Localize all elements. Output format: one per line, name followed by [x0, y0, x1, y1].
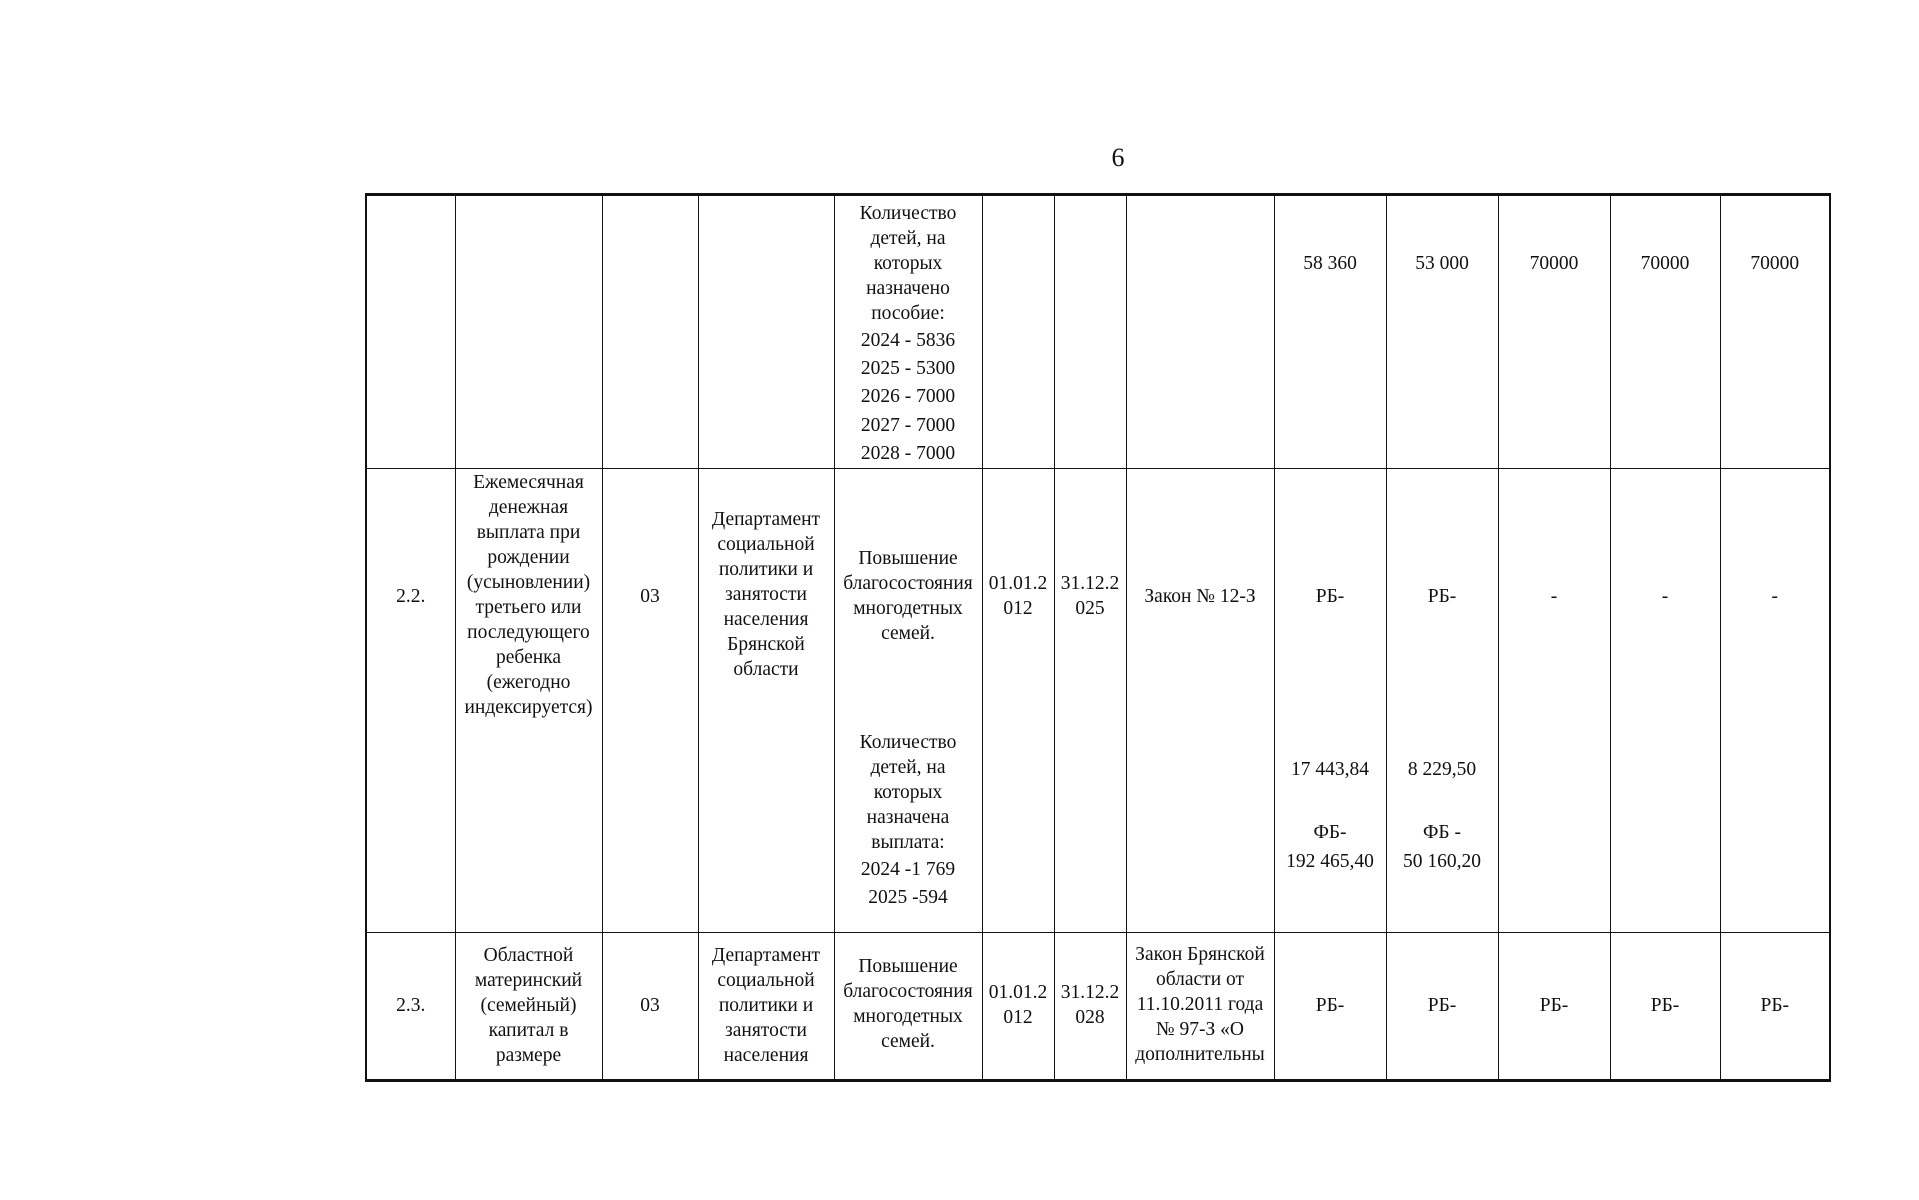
indicator-line: детей, на — [870, 756, 946, 778]
indicator-line: которых — [873, 781, 943, 803]
cell-num: 2.3. — [366, 933, 455, 1081]
cell-executor — [698, 469, 834, 933]
cell-value: 53 000 — [1386, 195, 1498, 469]
cell-basis: Закон № 12-З — [1126, 469, 1274, 933]
name-line: капитал в — [488, 1019, 569, 1041]
date-line: 31.12.2 — [1060, 982, 1120, 1004]
cell-value: РБ- — [1610, 933, 1720, 1081]
executor-line: социальной — [717, 534, 815, 556]
basis-line: 11.10.2011 года — [1136, 994, 1264, 1015]
cell-value: - — [1498, 469, 1610, 933]
indicator-line: которых — [873, 252, 943, 274]
name-line: Областной — [483, 944, 574, 966]
name-line: ребенка — [496, 646, 561, 668]
indicator-line: благосостояния — [843, 573, 973, 595]
date-line: 012 — [1003, 598, 1033, 620]
name-line: выплата при — [476, 522, 581, 543]
basis-line: области от — [1155, 969, 1245, 991]
indicator-line: детей, на — [870, 227, 946, 249]
indicator-year: 2025 - 5300 — [860, 358, 956, 380]
cell-name — [455, 469, 602, 933]
cell-basis — [1126, 195, 1274, 469]
cell-end — [1054, 469, 1126, 933]
indicator-line: Количество — [859, 203, 957, 224]
name-line: (ежегодно — [486, 671, 571, 693]
executor-line: населения — [723, 1044, 809, 1066]
name-line: рождении — [487, 546, 570, 568]
cell-basis — [1126, 933, 1274, 1081]
value-line: 50 160,20 — [1403, 850, 1481, 872]
basis-line: Закон Брянской — [1135, 944, 1265, 966]
name-line: материнский — [474, 969, 583, 991]
executor-line: занятости — [725, 1019, 807, 1041]
indicator-line: многодетных — [853, 1006, 963, 1027]
cell-value — [1386, 469, 1498, 933]
value-line: РБ- — [1427, 586, 1457, 608]
name-line: третьего или — [475, 596, 582, 618]
cell-start — [982, 469, 1054, 933]
cell-value: 70000 — [1610, 195, 1720, 469]
basis-line: № 97-З «О — [1156, 1018, 1244, 1040]
executor-line: занятости — [725, 583, 807, 605]
name-line: последующего — [467, 621, 590, 643]
date-line: 025 — [1075, 598, 1105, 620]
name-line: размере — [495, 1044, 562, 1066]
executor-line: Брянской — [727, 633, 805, 655]
cell-value — [1274, 469, 1386, 933]
cell-indicator — [834, 195, 982, 469]
cell-value: РБ- — [1274, 933, 1386, 1081]
cell-code: 03 — [602, 469, 698, 933]
cell-code — [602, 195, 698, 469]
indicator-line: пособие: — [871, 302, 945, 324]
table-row — [366, 933, 1830, 1081]
name-line: (усыновлении) — [466, 571, 591, 593]
executor-line: Департамент — [711, 944, 821, 966]
date-line: 31.12.2 — [1060, 573, 1120, 595]
indicator-year: 2024 - 5836 — [860, 329, 956, 351]
cell-value: - — [1720, 469, 1830, 933]
cell-end — [1054, 933, 1126, 1081]
cell-value: - — [1610, 469, 1720, 933]
table-row — [366, 469, 1830, 933]
table-row — [366, 195, 1830, 469]
date-line: 028 — [1075, 1007, 1105, 1029]
cell-value: РБ- — [1498, 933, 1610, 1081]
date-line: 01.01.2 — [988, 982, 1048, 1004]
indicator-line: Количество — [859, 731, 957, 753]
indicator-line: семей. — [881, 622, 935, 644]
cell-value: 70000 — [1498, 195, 1610, 469]
executor-line: политики и — [718, 994, 814, 1016]
indicator-line: назначена — [866, 806, 950, 828]
value-line: ФБ- — [1313, 822, 1347, 843]
cell-indicator — [834, 933, 982, 1081]
executor-line: Департамент — [711, 509, 821, 531]
indicator-year: 2024 -1 769 — [860, 858, 956, 880]
cell-value: РБ- — [1386, 933, 1498, 1081]
cell-num — [366, 195, 455, 469]
cell-value: 70000 — [1720, 195, 1830, 469]
indicator-line: Повышение — [858, 956, 958, 978]
cell-name — [455, 195, 602, 469]
date-line: 01.01.2 — [988, 573, 1048, 595]
indicator-line: многодетных — [853, 598, 963, 619]
date-line: 012 — [1003, 1007, 1033, 1029]
indicator-year: 2026 - 7000 — [860, 386, 956, 408]
cell-executor — [698, 933, 834, 1081]
name-line: (семейный) — [480, 994, 577, 1016]
value-line: 17 443,84 — [1291, 759, 1369, 781]
cell-indicator — [834, 469, 982, 933]
value-line: ФБ - — [1423, 822, 1461, 843]
indicator-line: выплата: — [871, 831, 945, 853]
indicator-year: 2027 - 7000 — [860, 414, 956, 436]
cell-start — [982, 933, 1054, 1081]
cell-code: 03 — [602, 933, 698, 1081]
indicator-line: Повышение — [858, 548, 958, 570]
cell-name — [455, 933, 602, 1081]
indicator-line: семей. — [881, 1030, 935, 1052]
indicator-year: 2025 -594 — [868, 886, 948, 908]
basis-line: дополнительны — [1135, 1043, 1265, 1065]
program-table — [365, 193, 1831, 1082]
name-line: Ежемесячная — [473, 472, 584, 494]
name-line: денежная — [488, 497, 569, 519]
cell-num: 2.2. — [366, 469, 455, 933]
value-line: РБ- — [1315, 586, 1345, 608]
indicator-year: 2028 - 7000 — [860, 442, 956, 464]
executor-line: области — [733, 658, 799, 680]
value-line: 192 465,40 — [1286, 850, 1374, 872]
name-line: индексируется) — [464, 696, 593, 718]
value-line: 8 229,50 — [1407, 759, 1477, 781]
cell-end — [1054, 195, 1126, 469]
page-number: 6 — [1111, 143, 1125, 172]
cell-value: 58 360 — [1274, 195, 1386, 469]
cell-executor — [698, 195, 834, 469]
indicator-line: назначено — [866, 277, 950, 299]
cell-value: РБ- — [1720, 933, 1830, 1081]
executor-line: политики и — [718, 559, 814, 580]
executor-line: населения — [723, 608, 809, 630]
cell-start — [982, 195, 1054, 469]
indicator-line: благосостояния — [843, 981, 973, 1003]
executor-line: социальной — [717, 969, 815, 991]
